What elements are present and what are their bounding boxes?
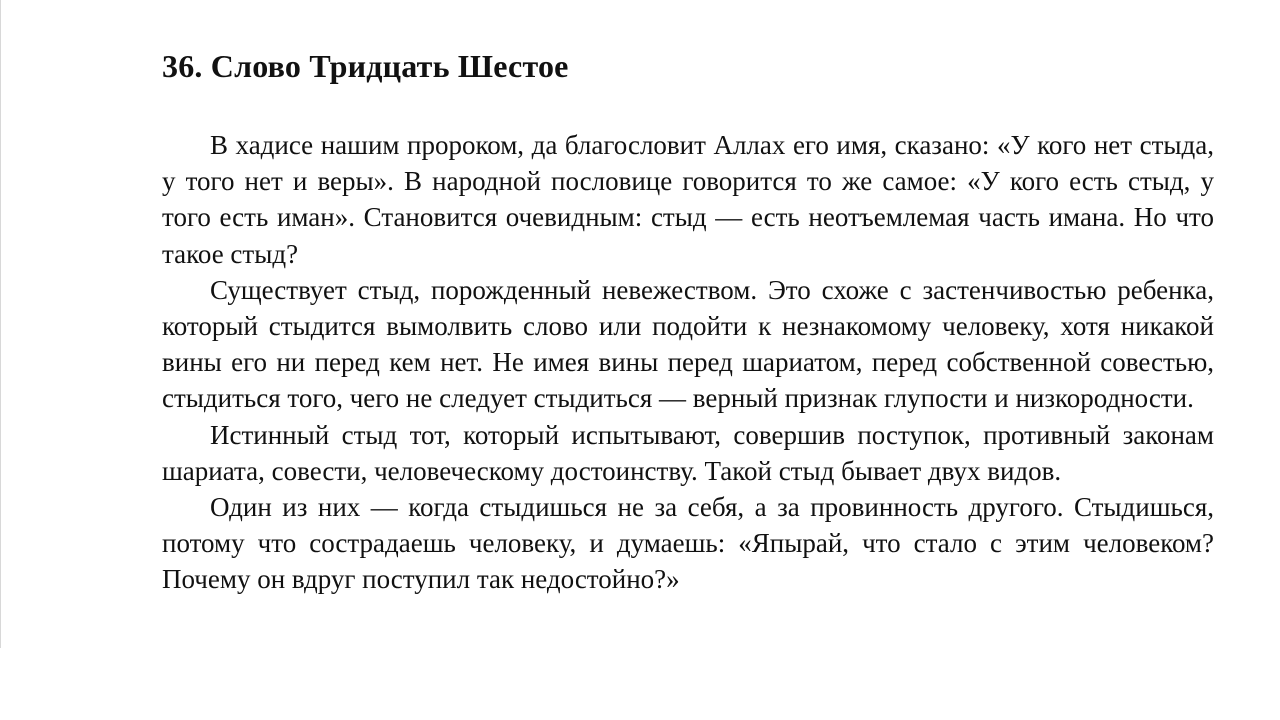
chapter-body [162, 127, 1214, 598]
paragraph-4: Один из них — когда стыдишься не за себя, а за провинность другого. Стыдишься, потому что сострадаешь человеку, и думаешь: «Япырай, что стало с этим человеком? Почему он вдруг поступил так недостойно?» [162, 492, 1214, 595]
chapter-title: 36. Слово Тридцать Шестое [162, 48, 569, 84]
paragraph-1: В хадисе нашим пророком, да благословит Аллах его имя, сказано: «У кого нет стыда, у того нет и веры». В народной пословице говорится то же самое: «У кого есть стыд, у того есть иман». Становится очевидным: стыд — есть неотъемлемая часть имана. Но что такое стыд? [162, 130, 1214, 269]
document-content [162, 44, 1214, 598]
paragraph-2: Существует стыд, порожденный невежеством. Это схоже с застенчивостью ребенка, который стыдится вымолвить слово или подойти к незнакомому человеку, хотя никакой вины его ни перед кем нет. Не имея вины перед шариатом, перед собственной совестью, стыдиться того, чего не следует стыдиться — верный признак глупости и низкородности. [162, 274, 1214, 414]
paragraph-3: Истинный стыд тот, который испытывают, совершив поступок, противный законам шариата, совести, человеческому достоинству. Такой стыд бывает двух видов. [162, 419, 1214, 486]
